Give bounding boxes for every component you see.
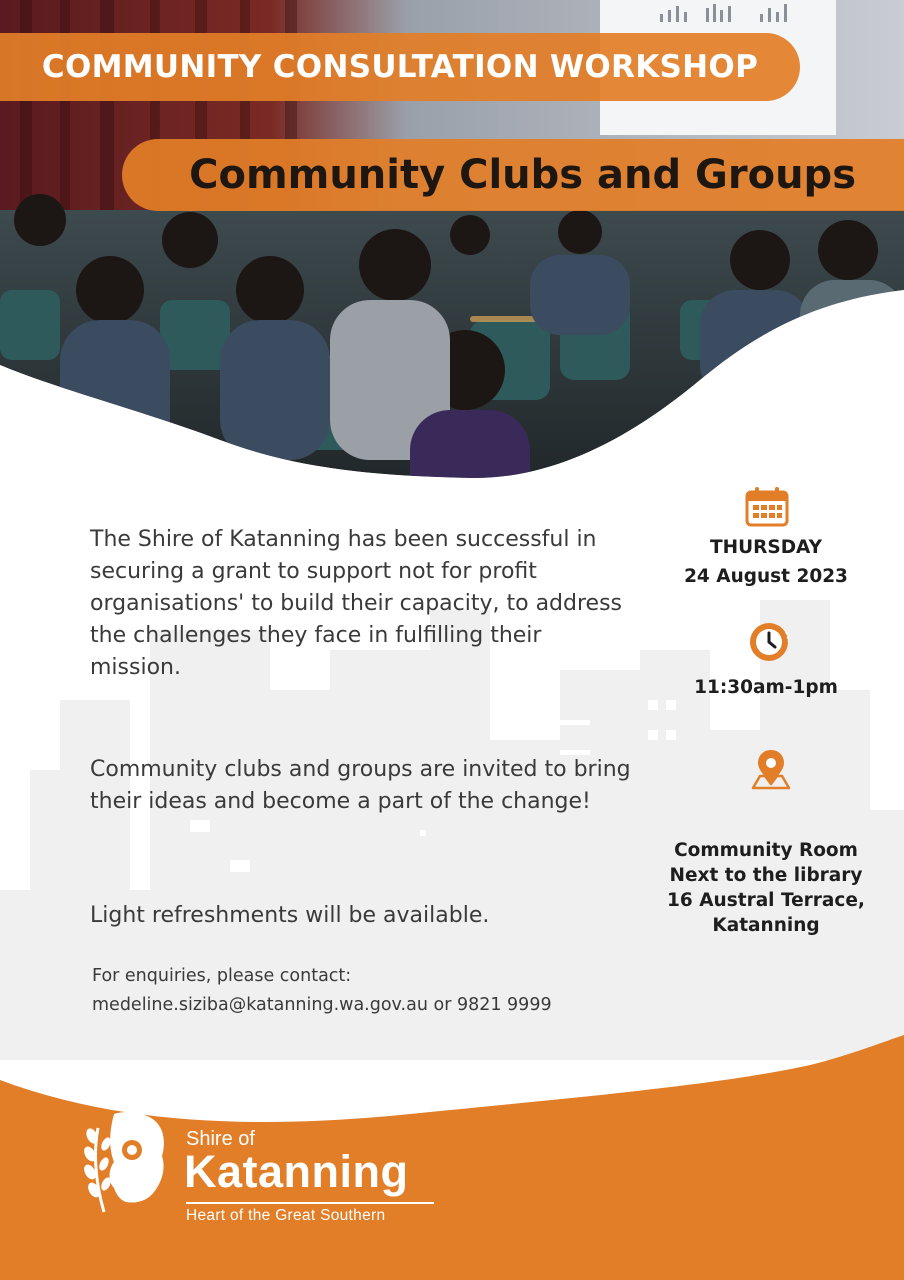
event-date: 24 August 2023 bbox=[684, 566, 848, 587]
brand-name: Katanning bbox=[184, 1146, 409, 1197]
map-pin-icon bbox=[751, 748, 791, 790]
page-title: Community Clubs and Groups bbox=[122, 139, 904, 211]
brand-divider bbox=[186, 1202, 434, 1204]
contact-details[interactable]: medeline.siziba@katanning.wa.gov.au or 9821 9999 bbox=[92, 995, 552, 1015]
event-day: THURSDAY bbox=[710, 537, 822, 558]
event-time: 11:30am-1pm bbox=[694, 677, 838, 698]
venue-town: Katanning bbox=[712, 915, 820, 936]
clock-icon bbox=[748, 620, 792, 664]
venue-note: Next to the library bbox=[669, 865, 863, 886]
invitation-paragraph: Community clubs and groups are invited to bring their ideas and become a part of the change! bbox=[90, 757, 631, 814]
brand-tagline: Heart of the Great Southern bbox=[186, 1207, 386, 1224]
event-type-banner: COMMUNITY CONSULTATION WORKSHOP bbox=[0, 33, 800, 101]
venue-room: Community Room bbox=[674, 840, 858, 861]
description-paragraph: The Shire of Katanning has been successful in securing a grant to support not for profit organisations' to build their capacity, to address the challenges they face in fulfilling their mission. bbox=[90, 527, 623, 680]
contact-label: For enquiries, please contact: bbox=[92, 966, 352, 986]
refreshments-paragraph: Light refreshments will be available. bbox=[90, 903, 490, 928]
calendar-icon bbox=[745, 487, 789, 527]
venue-street: 16 Austral Terrace, bbox=[667, 890, 865, 911]
shire-logo-emblem bbox=[74, 1108, 174, 1220]
brand-prefix: Shire of bbox=[186, 1128, 255, 1150]
